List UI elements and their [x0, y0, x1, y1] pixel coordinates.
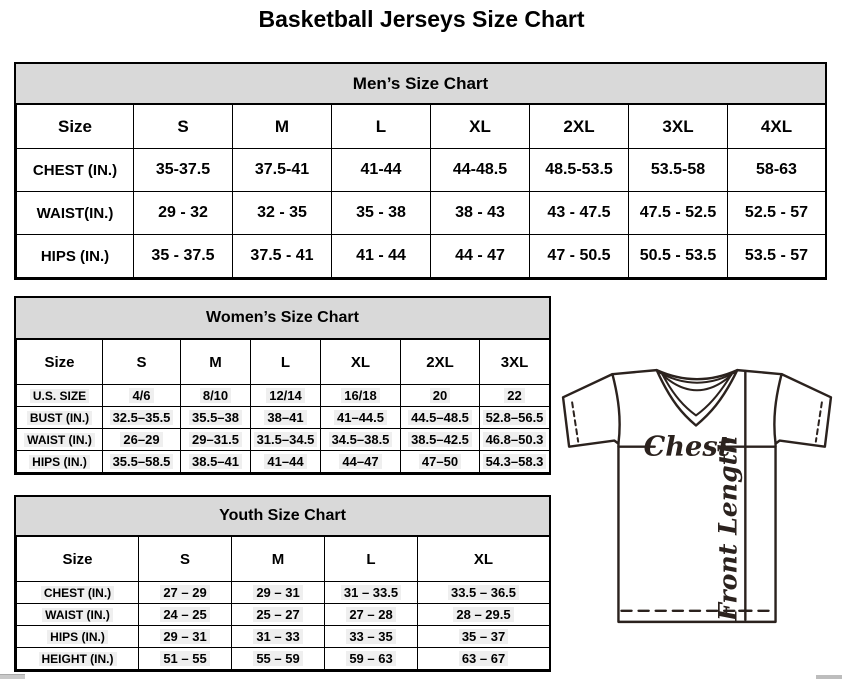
size-column-header: 4XL: [728, 105, 826, 149]
cell-text: 51 – 55: [160, 651, 209, 666]
cell-text: 41–44: [264, 454, 306, 469]
cell-text: 35 – 37: [459, 629, 508, 644]
size-value-cell: 52.5 - 57: [728, 192, 826, 235]
size-value-cell: [321, 407, 401, 429]
size-column-header: 3XL: [480, 340, 550, 385]
measurement-row-label: [17, 626, 139, 648]
measurement-row-label: [17, 385, 103, 407]
size-value-cell: 44-48.5: [431, 149, 530, 192]
size-column-header: XL: [321, 340, 401, 385]
size-value-cell: 53.5-58: [629, 149, 728, 192]
size-value-cell: [181, 451, 251, 473]
size-value-cell: [139, 626, 232, 648]
youth-size-chart-title: Youth Size Chart: [16, 497, 549, 536]
size-value-cell: 29 - 32: [134, 192, 233, 235]
youth-size-chart: [14, 495, 551, 672]
size-column-header: L: [251, 340, 321, 385]
size-value-cell: [139, 582, 232, 604]
cell-text: 28 – 29.5: [453, 607, 513, 622]
size-corner-header: Size: [17, 105, 134, 149]
size-value-cell: 44 - 47: [431, 235, 530, 278]
cell-text: 26–29: [120, 432, 162, 447]
cell-text: 27 – 29: [160, 585, 209, 600]
size-value-cell: [418, 604, 550, 626]
size-value-cell: 41 - 44: [332, 235, 431, 278]
size-value-cell: 38 - 43: [431, 192, 530, 235]
size-value-cell: [325, 582, 418, 604]
size-value-cell: [401, 385, 480, 407]
size-value-cell: [103, 385, 181, 407]
size-value-cell: [251, 451, 321, 473]
size-value-cell: [321, 429, 401, 451]
size-value-cell: [139, 648, 232, 670]
cell-text: 35.5–58.5: [110, 454, 174, 469]
jersey-cuff-dash-right: [816, 402, 822, 441]
size-value-cell: 35 - 38: [332, 192, 431, 235]
size-value-cell: [401, 451, 480, 473]
cell-text: 22: [504, 388, 524, 403]
measurement-row-label: [17, 604, 139, 626]
size-column-header: L: [332, 105, 431, 149]
cell-text: 29–31.5: [189, 432, 242, 447]
size-value-cell: 47 - 50.5: [530, 235, 629, 278]
cell-text: 27 – 28: [346, 607, 395, 622]
jersey-cuff-dash-left: [572, 402, 578, 441]
size-value-cell: [401, 407, 480, 429]
size-value-cell: [251, 429, 321, 451]
horizontal-scrollbar-fragment-left[interactable]: [0, 674, 25, 679]
cell-text: U.S. SIZE: [30, 389, 89, 403]
size-value-cell: [401, 429, 480, 451]
size-value-cell: [321, 385, 401, 407]
mens-size-chart: [14, 62, 827, 280]
size-value-cell: [480, 407, 550, 429]
size-value-cell: [232, 582, 325, 604]
size-value-cell: 47.5 - 52.5: [629, 192, 728, 235]
size-value-cell: [325, 648, 418, 670]
size-value-cell: [103, 451, 181, 473]
cell-text: 8/10: [200, 388, 231, 403]
cell-text: 34.5–38.5: [329, 432, 393, 447]
cell-text: 29 – 31: [253, 585, 302, 600]
size-value-cell: 41-44: [332, 149, 431, 192]
size-column-header: S: [139, 537, 232, 582]
jersey-measurement-diagram: [554, 356, 840, 636]
cell-text: 47–50: [419, 454, 461, 469]
horizontal-scrollbar-fragment-right[interactable]: [816, 675, 842, 679]
jersey-outline: [563, 370, 831, 622]
size-value-cell: 35-37.5: [134, 149, 233, 192]
cell-text: 4/6: [129, 388, 153, 403]
cell-text: 55 – 59: [253, 651, 302, 666]
cell-text: 29 – 31: [160, 629, 209, 644]
mens-size-chart-title: Men’s Size Chart: [16, 64, 825, 104]
measurement-row-label: CHEST (IN.): [17, 149, 134, 192]
size-corner-header: Size: [17, 340, 103, 385]
size-value-cell: 50.5 - 53.5: [629, 235, 728, 278]
cell-text: 44–47: [339, 454, 381, 469]
cell-text: 38–41: [264, 410, 306, 425]
size-column-header: S: [134, 105, 233, 149]
size-value-cell: [418, 582, 550, 604]
size-value-cell: [480, 451, 550, 473]
size-column-header: S: [103, 340, 181, 385]
size-value-cell: [103, 429, 181, 451]
size-value-cell: [232, 626, 325, 648]
youth-size-table: [16, 536, 550, 670]
cell-text: HIPS (IN.): [47, 630, 108, 644]
cell-text: 16/18: [341, 388, 380, 403]
womens-size-table: [16, 339, 550, 473]
womens-size-chart-title: Women’s Size Chart: [16, 298, 549, 339]
size-value-cell: [418, 648, 550, 670]
cell-text: 52.8–56.5: [483, 410, 547, 425]
cell-text: 33 – 35: [346, 629, 395, 644]
page-title: Basketball Jerseys Size Chart: [258, 6, 585, 32]
measurement-row-label: [17, 407, 103, 429]
size-value-cell: [103, 407, 181, 429]
cell-text: 59 – 63: [346, 651, 395, 666]
size-column-header: 2XL: [401, 340, 480, 385]
mens-size-table: [16, 104, 826, 278]
cell-text: 46.8–50.3: [483, 432, 547, 447]
size-value-cell: [321, 451, 401, 473]
cell-text: 20: [430, 388, 450, 403]
cell-text: 32.5–35.5: [110, 410, 174, 425]
size-value-cell: [325, 626, 418, 648]
cell-text: 31 – 33.5: [341, 585, 401, 600]
cell-text: 24 – 25: [160, 607, 209, 622]
cell-text: WAIST (IN.): [42, 608, 113, 622]
cell-text: HIPS (IN.): [29, 455, 90, 469]
cell-text: 31.5–34.5: [254, 432, 318, 447]
measurement-row-label: HIPS (IN.): [17, 235, 134, 278]
jersey-armhole-left: [612, 374, 619, 443]
cell-text: 25 – 27: [253, 607, 302, 622]
cell-text: 54.3–58.3: [483, 454, 547, 469]
cell-text: 63 – 67: [459, 651, 508, 666]
measurement-row-label: [17, 582, 139, 604]
size-value-cell: [480, 429, 550, 451]
cell-text: CHEST (IN.): [41, 586, 114, 600]
size-value-cell: [418, 626, 550, 648]
cell-text: 31 – 33: [253, 629, 302, 644]
cell-text: 44.5–48.5: [408, 410, 472, 425]
size-value-cell: 43 - 47.5: [530, 192, 629, 235]
size-column-header: 3XL: [629, 105, 728, 149]
size-value-cell: 37.5-41: [233, 149, 332, 192]
size-value-cell: 53.5 - 57: [728, 235, 826, 278]
size-column-header: M: [181, 340, 251, 385]
size-value-cell: 35 - 37.5: [134, 235, 233, 278]
cell-text: 33.5 – 36.5: [448, 585, 519, 600]
size-value-cell: [181, 407, 251, 429]
cell-text: 38.5–42.5: [408, 432, 472, 447]
size-column-header: L: [325, 537, 418, 582]
measurement-row-label: [17, 451, 103, 473]
front-length-label: Front Length: [712, 435, 743, 622]
size-value-cell: 48.5-53.5: [530, 149, 629, 192]
measurement-row-label: [17, 648, 139, 670]
size-value-cell: [325, 604, 418, 626]
size-value-cell: [181, 385, 251, 407]
size-value-cell: [251, 407, 321, 429]
cell-text: 35.5–38: [189, 410, 242, 425]
size-value-cell: [139, 604, 232, 626]
cell-text: BUST (IN.): [27, 411, 92, 425]
chest-label: Chest: [643, 430, 731, 463]
size-value-cell: [232, 604, 325, 626]
size-column-header: XL: [431, 105, 530, 149]
size-column-header: 2XL: [530, 105, 629, 149]
size-column-header: M: [233, 105, 332, 149]
size-value-cell: [232, 648, 325, 670]
cell-text: 41–44.5: [334, 410, 387, 425]
size-column-header: XL: [418, 537, 550, 582]
size-value-cell: 32 - 35: [233, 192, 332, 235]
size-value-cell: [181, 429, 251, 451]
cell-text: HEIGHT (IN.): [39, 652, 117, 666]
cell-text: 38.5–41: [189, 454, 242, 469]
jersey-armhole-right: [774, 374, 781, 443]
size-corner-header: Size: [17, 537, 139, 582]
measurement-row-label: WAIST(IN.): [17, 192, 134, 235]
size-value-cell: 58-63: [728, 149, 826, 192]
measurement-row-label: [17, 429, 103, 451]
size-value-cell: 37.5 - 41: [233, 235, 332, 278]
womens-size-chart: [14, 296, 551, 475]
size-column-header: M: [232, 537, 325, 582]
cell-text: WAIST (IN.): [24, 433, 95, 447]
cell-text: 12/14: [266, 388, 305, 403]
size-value-cell: [251, 385, 321, 407]
size-value-cell: [480, 385, 550, 407]
